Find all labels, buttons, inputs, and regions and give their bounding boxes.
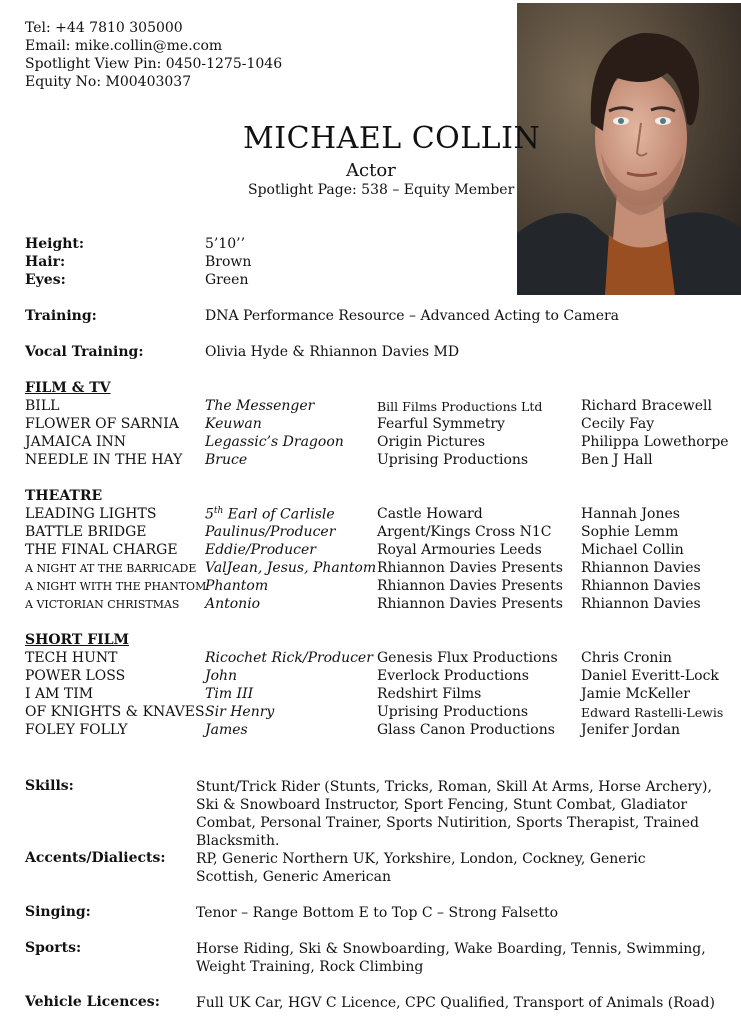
table-row-role: Tim III	[205, 686, 254, 702]
role-subtitle: Actor	[346, 160, 396, 181]
table-row-title: NEEDLE IN THE HAY	[25, 452, 183, 468]
table-row-company: Castle Howard	[377, 506, 483, 522]
role-text: Earl of Carlisle	[223, 506, 335, 523]
table-row-director: Rhiannon Davies	[581, 560, 701, 576]
table-row-title: I AM TIM	[25, 686, 94, 702]
vehicle-licences-value: Full UK Car, HGV C Licence, CPC Qualified, Transport of Animals (Road)	[196, 995, 715, 1011]
table-row-director: Hannah Jones	[581, 506, 680, 522]
headshot-photo	[517, 3, 741, 295]
table-row-director: Michael Collin	[581, 542, 684, 558]
table-row-role: Ricochet Rick/Producer	[205, 650, 373, 666]
training-label: Training:	[25, 308, 97, 324]
vocal-training-value: Olivia Hyde & Rhiannon Davies MD	[205, 344, 460, 360]
table-row-company: Royal Armouries Leeds	[377, 542, 542, 558]
table-row-company: Everlock Productions	[377, 668, 529, 684]
height-value: 5’10’’	[205, 236, 246, 252]
table-row-title: TECH HUNT	[25, 650, 118, 666]
table-row-company: Uprising Productions	[377, 452, 529, 468]
hair-label: Hair:	[25, 254, 66, 270]
accents-label: Accents/Dialiects:	[25, 850, 166, 866]
accents-value: RP, Generic Northern UK, Yorkshire, London, Cockney, Generic Scottish, Generic American	[196, 851, 646, 885]
contact-tel: Tel: +44 7810 305000	[25, 20, 183, 36]
table-row-role: Eddie/Producer	[205, 542, 316, 558]
training-value: DNA Performance Resource – Advanced Acting to Camera	[205, 308, 620, 324]
table-row-title: THE FINAL CHARGE	[25, 542, 178, 558]
table-row-company: Bill Films Productions Ltd	[377, 399, 543, 414]
short-film-heading: SHORT FILM	[25, 632, 130, 648]
role-ordinal: th	[213, 506, 224, 516]
table-row-title: FLOWER OF SARNIA	[25, 416, 179, 432]
table-row-title: JAMAICA INN	[25, 434, 127, 450]
table-row-company: Rhiannon Davies Presents	[377, 596, 563, 612]
table-row-director: Philippa Lowethorpe	[581, 434, 729, 450]
table-row-company: Rhiannon Davies Presents	[377, 578, 563, 594]
table-row-title: A NIGHT AT THE BARRICADE	[25, 562, 197, 575]
film-tv-heading: FILM & TV	[25, 380, 111, 396]
height-label: Height:	[25, 236, 85, 252]
table-row-company: Redshirt Films	[377, 686, 482, 702]
table-row-director: Daniel Everitt-Lock	[581, 668, 719, 684]
table-row-title: POWER LOSS	[25, 668, 126, 684]
table-row-title: A VICTORIAN CHRISTMAS	[25, 598, 180, 611]
table-row-role: Phantom	[205, 578, 269, 594]
table-row-company: Genesis Flux Productions	[377, 650, 558, 666]
table-row-director: Edward Rastelli-Lewis	[581, 705, 724, 720]
table-row-title: BATTLE BRIDGE	[25, 524, 147, 540]
table-row-role: Sir Henry	[205, 704, 275, 720]
singing-value: Tenor – Range Bottom E to Top C – Strong Falsetto	[196, 905, 559, 921]
role-number: 5	[205, 506, 214, 523]
table-row-director: Jenifer Jordan	[581, 722, 681, 738]
table-row-role: The Messenger	[205, 398, 315, 414]
table-row-title: A NIGHT WITH THE PHANTOM	[25, 580, 207, 593]
table-row-company: Uprising Productions	[377, 704, 529, 720]
table-row-company: Glass Canon Productions	[377, 722, 555, 738]
sports-label: Sports:	[25, 940, 82, 956]
table-row-director: Rhiannon Davies	[581, 578, 701, 594]
table-row-role: Bruce	[205, 452, 248, 468]
contact-spotlight-pin: Spotlight View Pin: 0450-1275-1046	[25, 56, 283, 72]
table-row-director: Rhiannon Davies	[581, 596, 701, 612]
table-row-director: Cecily Fay	[581, 416, 655, 432]
vocal-training-label: Vocal Training:	[25, 344, 144, 360]
table-row-title: FOLEY FOLLY	[25, 722, 128, 738]
spotlight-info: Spotlight Page: 538 – Equity Member	[248, 182, 515, 198]
table-row-role: James	[205, 722, 248, 738]
sports-value: Horse Riding, Ski & Snowboarding, Wake Boarding, Tennis, Swimming, Weight Training, Rock Climbing	[196, 941, 706, 975]
table-row-role: Keuwan	[205, 416, 262, 432]
hair-value: Brown	[205, 254, 252, 270]
table-row-role: Legassic’s Dragoon	[205, 434, 344, 450]
table-row-role: ValJean, Jesus, Phantom	[205, 560, 377, 576]
table-row-role	[205, 506, 335, 523]
page-title: MICHAEL COLLIN	[243, 121, 541, 156]
vehicle-licences-label: Vehicle Licences:	[25, 994, 160, 1010]
table-row-director: Sophie Lemm	[581, 524, 679, 540]
table-row-role: Antonio	[205, 596, 261, 612]
contact-email: Email: mike.collin@me.com	[25, 38, 223, 54]
table-row-role: John	[205, 668, 238, 684]
skills-value: Stunt/Trick Rider (Stunts, Tricks, Roman, Skill At Arms, Horse Archery), Ski & Snowboard Instructor, Sport Fencing, Stunt Combat, Gladiator Combat, Personal Trainer, Sports Nutirition, Sports Therapist, Trained Blacksmith.	[196, 779, 712, 849]
table-row-company: Rhiannon Davies Presents	[377, 560, 563, 576]
singing-label: Singing:	[25, 904, 91, 920]
skills-label: Skills:	[25, 778, 74, 794]
table-row-role: Paulinus/Producer	[205, 524, 336, 540]
table-row-title: LEADING LIGHTS	[25, 506, 157, 522]
table-row-title: OF KNIGHTS & KNAVES	[25, 704, 205, 720]
eyes-label: Eyes:	[25, 272, 66, 288]
table-row-director: Ben J Hall	[581, 452, 653, 468]
table-row-company: Origin Pictures	[377, 434, 486, 450]
table-row-director: Richard Bracewell	[581, 398, 713, 414]
table-row-company: Fearful Symmetry	[377, 416, 505, 432]
table-row-company: Argent/Kings Cross N1C	[377, 524, 552, 540]
table-row-title: BILL	[25, 398, 60, 414]
contact-block	[25, 19, 282, 91]
theatre-heading: THEATRE	[25, 488, 103, 504]
table-row-director: Chris Cronin	[581, 650, 672, 666]
table-row-director: Jamie McKeller	[581, 686, 690, 702]
eyes-value: Green	[205, 272, 249, 288]
contact-equity-no: Equity No: M00403037	[25, 74, 192, 90]
